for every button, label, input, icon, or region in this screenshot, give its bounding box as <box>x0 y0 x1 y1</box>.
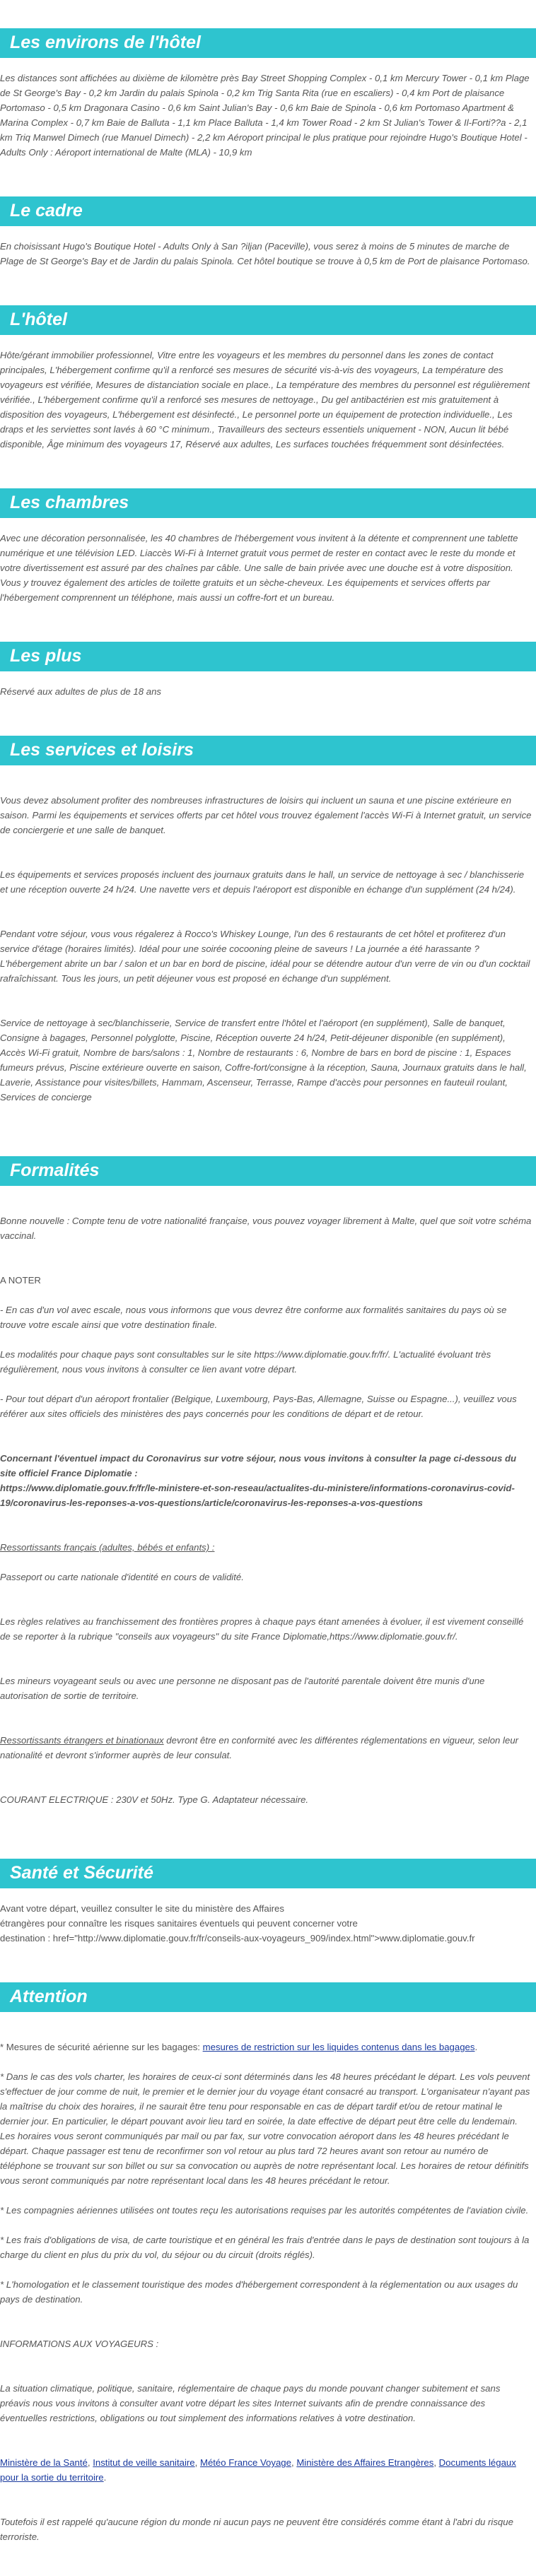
binationaux-body: devront être en conformité avec les différentes réglementations en vigueur, selon leur nationalité et devront s'informer auprès de leur consulat. <box>0 1735 519 1760</box>
anoter-line: Les modalités pour chaque pays sont consultables sur le site https://www.diplomatie.gouv.fr/fr/. L'actualité évoluant très régulièrement, nous vous invitons à consulter ce lien avant votre départ. <box>0 1349 491 1375</box>
anoter-line: - En cas d'un vol avec escale, nous vous informons que vous devrez être conforme aux formalités sanitaires du pays où se trouve votre escale ainsi que votre destination finale. <box>0 1305 507 1330</box>
section-title-plus: Les plus <box>0 642 536 671</box>
sante-text: Avant votre départ, veuillez consulter le site du ministère des Affaires étrangères pour connaître les risques sanitaires éventuels qui peuvent concerner votre destination : href="http://www.diplomatie.gouv.fr/fr/conseils-aux-voyageurs_909/index.html">www.diplomatie.gouv.fr <box>0 1903 475 1943</box>
link-separator: , <box>87 2457 93 2468</box>
section-title-environs: Les environs de l'hôtel <box>0 28 536 58</box>
plus-text: Réservé aux adultes de plus de 18 ans <box>0 686 161 697</box>
formalites-intro: Bonne nouvelle : Compte tenu de votre nationalité française, vous pouvez voyager librement à Malte, quel que soit votre schéma vaccinal. <box>0 1216 532 1241</box>
covid-notice: Concernant l'éventuel impact du Coronavirus sur votre séjour, nous vous invitons à consulter la page ci-dessous du site officiel France Diplomatie : https://www.diplomatie.gouv.fr/fr/le-ministere-et-son-reseau/actualites-du-ministere/informations-coronavirus-covid-19/coronavirus-les-reponses-a-vos-questions/article/coronavirus-les-reponses-a-vos-questions <box>0 1453 517 1508</box>
section-attention <box>0 1982 536 2559</box>
services-text <box>0 778 532 1119</box>
links-end: . <box>103 2472 107 2483</box>
services-paragraph: Les équipements et services proposés incluent des journaux gratuits dans le hall, un service de nettoyage à sec / blanchisserie et une réception ouverte 24 h/24. Une navette vers et depuis l'aéroport est disponible en échange d'un supplément (24 h/24). <box>0 869 525 895</box>
section-formalites <box>0 1156 536 1822</box>
link-separator: , <box>194 2457 200 2468</box>
services-paragraph: Vous devez absolument profiter des nombreuses infrastructures de loisirs qui incluent un sauna et une piscine extérieure en saison. Parmi les équipements et services offerts par cet hôtel vous trouvez également l'accès Wi-Fi à Internet gratuit, un service de conciergerie et une salle de banquet. <box>0 795 532 835</box>
services-paragraph: Service de nettoyage à sec/blanchisserie, Service de transfert entre l'hôtel et l'aéroport (en supplément), Salle de banquet, Consigne à bagages, Personnel polyglotte, Piscine, Réception ouverte 24 h/24, Petit-déjeuner disponible (en supplément), Accès Wi-Fi gratuit, Nombre de bars/salons : 1, Nombre de restaurants : 6, Nombre de bars en bord de piscine : 1, Espaces fumeurs prévus, Piscine extérieure ouverte en saison, Coffre-fort/consigne à la réception, Sauna, Journaux gratuits dans le hall, Laverie, Assistance pour visites/billets, Hammam, Ascenseur, Terrasse, Rampe d'accès pour personnes en fauteuil roulant, Services de concierge <box>0 1018 527 1102</box>
section-chambres <box>0 488 536 605</box>
attention-text <box>0 2025 532 2559</box>
regles-text: Les règles relatives au franchissement des frontières propres à chaque pays étant amenées à évoluer, il est vivement conseillé de se reporter à la rubrique "conseils aux voyageurs" du site France Diplomatie,https://www.diplomatie.gouv.fr/. <box>0 1616 524 1642</box>
section-title-attention: Attention <box>0 1982 536 2012</box>
formalites-text <box>0 1199 532 1822</box>
section-title-cadre: Le cadre <box>0 196 536 226</box>
link-documents-legaux[interactable]: Documents légaux pour la sortie du territoire <box>0 2457 516 2483</box>
binationaux-label: Ressortissants étrangers et binationaux <box>0 1735 164 1746</box>
links-line <box>0 2455 532 2485</box>
charter-text: * Dans le cas des vols charter, les horaires de ceux-ci sont déterminés dans les 48 heures précédant le départ. Les vols peuvent s'effectuer de jour comme de nuit, le premier et le dernier jour du voyage étant consacré au transport. L'organisateur n'ayant pas la maîtrise du choix des horaires, il ne saurait être tenu pour responsable en cas de départ tardif et/ou de retour matinal le dernier jour. En particulier, le départ pouvant avoir lieu tard en soirée, la date effective de départ peut être celle du lendemain. Les horaires vous seront communiqués par mail ou par fax, sur votre convocation aéroport dans les 48 heures précédant le départ. Chaque passager est tenu de reconfirmer son vol retour au plus tard 72 heures avant son retour au numéro de téléphone se trouvant sur son billet ou sur sa convocation ou auprès de notre représentant local. Les horaires de retour définitifs vous seront communiqués par notre représentant local dans les 48 heures précédant le retour. <box>0 2071 530 2186</box>
section-services <box>0 736 536 1119</box>
section-sante <box>0 1859 536 1946</box>
bagages-suffix: . <box>474 2042 478 2052</box>
section-environs <box>0 28 536 160</box>
link-separator: , <box>291 2457 297 2468</box>
anoter-line: - Pour tout départ d'un aéroport frontalier (Belgique, Luxembourg, Pays-Bas, Allemagne, Suisse ou Espagne...), veuillez vous référer aux sites officiels des ministères des pays concernés pour les conditions de départ et de retour. <box>0 1394 517 1419</box>
bagages-prefix: * Mesures de sécurité aérienne sur les bagages: <box>0 2042 203 2052</box>
link-ministere-sante[interactable]: Ministère de la Santé <box>0 2457 88 2468</box>
ressortissants-text: Passeport ou carte nationale d'identité en cours de validité. <box>0 1572 244 1582</box>
services-paragraph: Pendant votre séjour, vous vous régalerez à Rocco's Whiskey Lounge, l'un des 6 restaurants de cet hôtel et profiterez d'un service d'étage (horaires limités). Idéal pour une soirée cocooning pleine de saveurs ! La journée a été harassante ? L'hébergement abrite un bar / salon et un bar en bord de piscine, idéal pour se détendre autour d'un verre de vin ou d'un cocktail rafraîchissant. Tous les jours, un petit déjeuner vous est proposé en échange d'un supplément. <box>0 929 530 984</box>
section-hotel <box>0 305 536 452</box>
frais-text: * Les frais d'obligations de visa, de carte touristique et en général les frais d'entrée dans le pays de destination sont toujours à la charge du client en plus du prix du vol, du séjour ou du circuit (droits réglés). <box>0 2235 530 2260</box>
compagnies-text: * Les compagnies aériennes utilisées ont toutes reçu les autorisations requises par les autorités compétentes de l'aviation civile. <box>0 2205 529 2216</box>
infos-text: La situation climatique, politique, sanitaire, réglementaire de chaque pays du monde pouvant changer subitement et sans préavis nous vous invitons à consulter avant votre départ les sites Internet suivants afin de prendre connaissance des éventuelles restrictions, obligations ou tout simplement des informations relatives à votre destination. <box>0 2383 501 2423</box>
section-title-services: Les services et loisirs <box>0 736 536 765</box>
link-meteo-france[interactable]: Météo France Voyage <box>199 2457 291 2468</box>
hotel-text: Hôte/gérant immobilier professionnel, Vitre entre les voyageurs et les membres du personnel dans les zones de contact principales, L'hébergement confirme qu'il a renforcé ses mesures de sécurité vis-à-vis des voyageurs, La température des voyageurs est vérifiée, Mesures de distanciation sociale en place., La température des membres du personnel est régulièrement vérifiée., L'hébergement confirme qu'il a renforcé ses mesures de nettoyage., Du gel antibactérien est mis gratuitement à disposition des voyageurs, L'hébergement est désinfecté., Le personnel porte un équipement de protection individuelle., Les draps et les serviettes sont lavés à 60 °C minimum., Travailleurs des secteurs essentiels uniquement - NON, Aucun lit bébé disponible, Âge minimum des voyageurs 17, Réservé aux adultes, Les surfaces touchées fréquemment sont désinfectées. <box>0 350 530 449</box>
anoter-heading: A NOTER <box>0 1275 41 1286</box>
ressortissants-label: Ressortissants français (adultes, bébés et enfants) : <box>0 1542 215 1553</box>
chambres-text: Avec une décoration personnalisée, les 40 chambres de l'hébergement vous invitent à la détente et comprennent une tablette numérique et une télévision LED. Liaccès Wi-Fi à Internet gratuit vous permet de rester en contact avec le reste du monde et votre divertissement est assuré par des chaînes par câble. Une salle de bain privée avec une douche est à votre disposition. Vous y trouvez également des articles de toilette gratuits et un sèche-cheveux. Les équipements et services offerts par l'hébergement comprennent un téléphone, mais aussi un coffre-fort et un bureau. <box>0 533 518 603</box>
bagages-link[interactable]: mesures de restriction sur les liquides contenus dans les bagages <box>202 2042 475 2052</box>
link-separator: , <box>433 2457 439 2468</box>
section-title-formalites: Formalités <box>0 1156 536 1186</box>
courant-text: COURANT ELECTRIQUE : 230V et 50Hz. Type G. Adaptateur nécessaire. <box>0 1794 309 1805</box>
section-title-sante: Santé et Sécurité <box>0 1859 536 1888</box>
section-plus <box>0 642 536 699</box>
section-title-chambres: Les chambres <box>0 488 536 518</box>
link-institut-veille[interactable]: Institut de veille sanitaire <box>93 2457 195 2468</box>
bagages-line <box>0 2040 532 2054</box>
homologation-text: * L'homologation et le classement touristique des modes d'hébergement correspondent à la réglementation ou aux usages du pays de destination. <box>0 2279 518 2305</box>
terrorisme-text: Toutefois il est rappelé qu'aucune région du monde ni aucun pays ne peuvent être considérés comme étant à l'abri du risque terroriste. <box>0 2517 513 2542</box>
link-ministere-affaires[interactable]: Ministère des Affaires Etrangères <box>296 2457 434 2468</box>
binationaux-text <box>0 1733 532 1763</box>
cadre-text: En choisissant Hugo's Boutique Hotel - Adults Only à San ?iljan (Paceville), vous serez à moins de 5 minutes de marche de Plage de St George's Bay et de Jardin du palais Spinola. Cet hôtel boutique se trouve à 0,5 km de Port de plaisance Portomaso. <box>0 241 530 266</box>
infos-heading: INFORMATIONS AUX VOYAGEURS : <box>0 2339 159 2349</box>
section-cadre <box>0 196 536 269</box>
environs-text: Les distances sont affichées au dixième de kilomètre près Bay Street Shopping Complex - 0,1 km Mercury Tower - 0,1 km Plage de St George's Bay - 0,2 km Jardin du palais Spinola - 0,2 km Trig Santa Rita (rue en escaliers) - 0,4 km Port de plaisance Portomaso - 0,5 km Dragonara Casino - 0,6 km Saint Julian's Bay - 0,6 km Baie de Spinola - 0,6 km Portomaso Apartment & Marina Complex - 0,7 km Baie de Balluta - 1,1 km Place Balluta - 1,4 km Tower Road - 2 km St Julian's Tower & Il-Forti??a - 2,1 km Triq Manwel Dimech (rue Manuel Dimech) - 2,2 km Aéroport principal le plus pratique pour rejoindre Hugo's Boutique Hotel - Adults Only : Aéroport international de Malte (MLA) - 10,9 km <box>0 73 530 158</box>
section-title-hotel: L'hôtel <box>0 305 536 335</box>
mineurs-text: Les mineurs voyageant seuls ou avec une personne ne disposant pas de l'autorité parentale doivent être munis d'une autorisation de sortie de territoire. <box>0 1676 485 1701</box>
